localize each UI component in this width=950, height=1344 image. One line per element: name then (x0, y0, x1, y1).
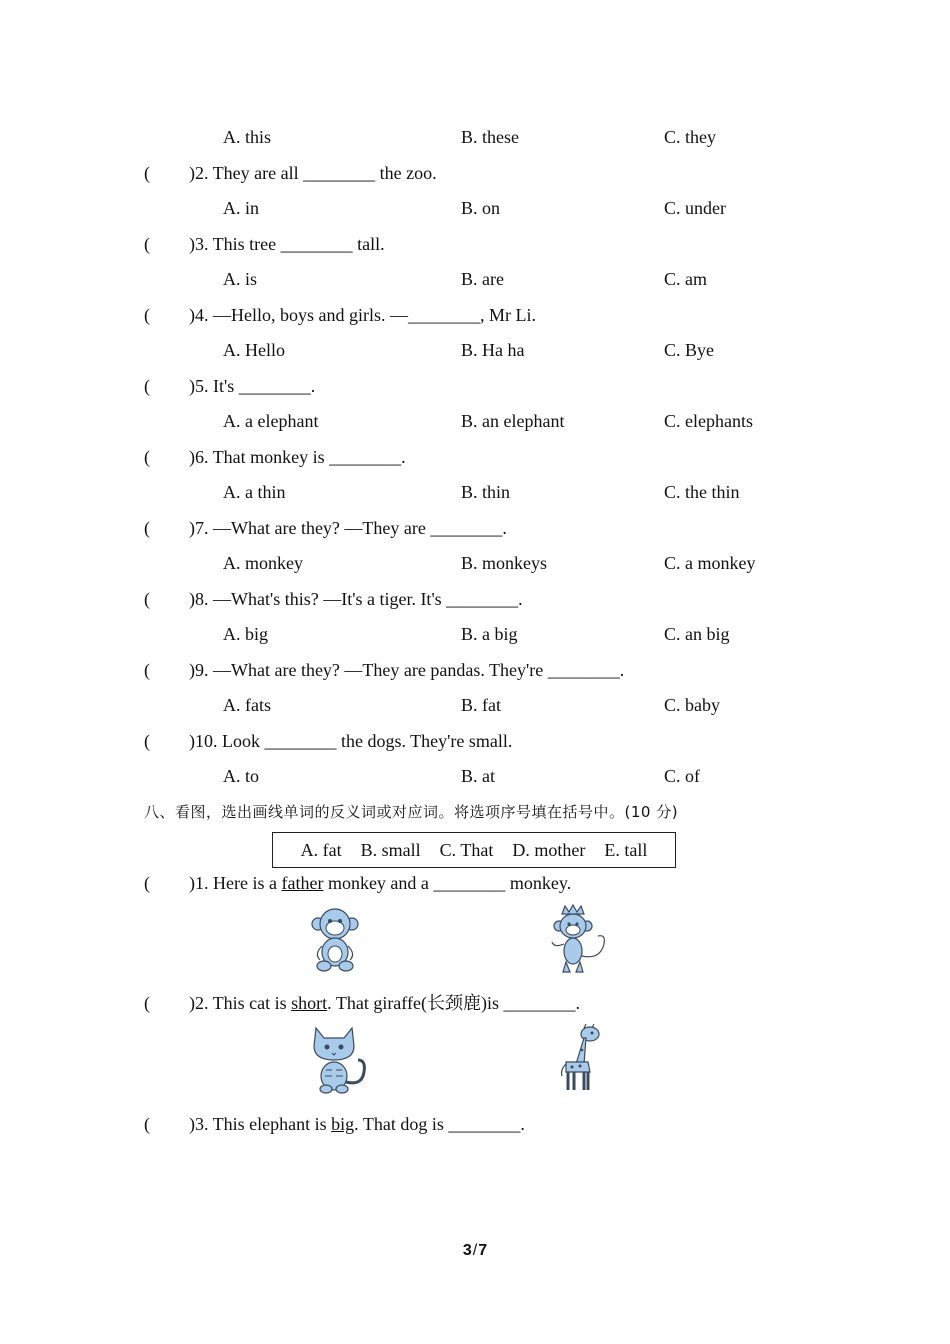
stem-after: monkey and a ________ monkey. (323, 873, 572, 893)
question-stem (189, 1113, 525, 1135)
q6-option-c: C. the thin (664, 482, 740, 502)
cat-icon (310, 1024, 372, 1094)
q6-option-a: A. a thin (223, 482, 286, 502)
q2-option-c: C. under (664, 198, 726, 218)
underlined-word: big (331, 1114, 355, 1134)
q8-option-b: B. a big (461, 624, 518, 644)
answer-blank[interactable]: ( (144, 1114, 150, 1134)
question-stem: )7. —What are they? —They are ________. (189, 518, 507, 538)
q5-option-a: A. a elephant (223, 411, 319, 431)
q3-option-a: A. is (223, 269, 258, 289)
q9-option-c: C. baby (664, 695, 720, 715)
q8-option-a: A. big (223, 624, 268, 644)
q10-option-a: A. to (223, 766, 259, 786)
word-bank-choice: E. tall (604, 839, 648, 860)
word-bank-choice: D. mother (512, 839, 586, 860)
q3-option-c: C. am (664, 269, 707, 289)
q1-option-a: A. this (223, 127, 272, 147)
stem-after: . That giraffe(长颈鹿)is ________. (327, 993, 580, 1013)
answer-blank[interactable]: ( (144, 873, 150, 893)
page-separator: / (472, 1242, 478, 1259)
answer-blank[interactable]: ( (144, 376, 150, 396)
question-stem: )4. —Hello, boys and girls. —________, Mr Li. (189, 305, 536, 325)
q10-option-b: B. at (461, 766, 495, 786)
question-stem (189, 992, 580, 1014)
question-stem: )8. —What's this? —It's a tiger. It's ________. (189, 589, 523, 609)
stem-before: )1. Here is a (189, 873, 282, 893)
word-bank-choice: B. small (360, 839, 421, 860)
stem-before: )2. This cat is (189, 993, 292, 1013)
question-stem: )2. They are all ________ the zoo. (189, 163, 437, 183)
word-bank-choice: A. fat (300, 839, 342, 860)
q4-option-a: A. Hello (223, 340, 285, 360)
question-stem: )10. Look ________ the dogs. They're small. (189, 731, 513, 751)
baby-monkey-icon (310, 904, 360, 974)
answer-blank[interactable]: ( (144, 163, 150, 183)
total-pages: 7 (478, 1242, 488, 1259)
stem-after: . That dog is ________. (354, 1114, 525, 1134)
answer-blank[interactable]: ( (144, 447, 150, 467)
answer-blank[interactable]: ( (144, 993, 150, 1013)
giraffe-icon (558, 1024, 604, 1094)
q10-option-c: C. of (664, 766, 700, 786)
word-bank-box (272, 832, 676, 868)
answer-blank[interactable]: ( (144, 589, 150, 609)
section-title: 八、看图，选出画线单词的反义词或对应词。将选项序号填在括号中。(10 分) (144, 803, 679, 821)
question-stem: )3. This tree ________ tall. (189, 234, 385, 254)
q7-option-c: C. a monkey (664, 553, 756, 573)
q2-option-b: B. on (461, 198, 501, 218)
question-stem: )5. It's ________. (189, 376, 316, 396)
q9-option-b: B. fat (461, 695, 501, 715)
answer-blank[interactable]: ( (144, 305, 150, 325)
q5-option-c: C. elephants (664, 411, 753, 431)
q5-option-b: B. an elephant (461, 411, 565, 431)
q8-option-c: C. an big (664, 624, 730, 644)
q4-option-b: B. Ha ha (461, 340, 525, 360)
underlined-word: father (281, 873, 324, 893)
q7-option-a: A. monkey (223, 553, 303, 573)
question-stem (189, 872, 571, 894)
answer-blank[interactable]: ( (144, 518, 150, 538)
answer-blank[interactable]: ( (144, 660, 150, 680)
current-page: 3 (462, 1242, 472, 1259)
q9-option-a: A. fats (223, 695, 271, 715)
question-stem: )6. That monkey is ________. (189, 447, 406, 467)
underlined-word: short (291, 993, 328, 1013)
word-bank-choice: C. That (439, 839, 494, 860)
father-monkey-icon (548, 904, 610, 974)
stem-before: )3. This elephant is (189, 1114, 332, 1134)
answer-blank[interactable]: ( (144, 731, 150, 751)
q2-option-a: A. in (223, 198, 259, 218)
q7-option-b: B. monkeys (461, 553, 548, 573)
q4-option-c: C. Bye (664, 340, 715, 360)
q3-option-b: B. are (461, 269, 504, 289)
q1-option-c: C. they (664, 127, 716, 147)
q6-option-b: B. thin (461, 482, 511, 502)
page-number (0, 1242, 950, 1260)
q1-option-b: B. these (461, 127, 519, 147)
answer-blank[interactable]: ( (144, 234, 150, 254)
question-stem: )9. —What are they? —They are pandas. They're ________. (189, 660, 625, 680)
